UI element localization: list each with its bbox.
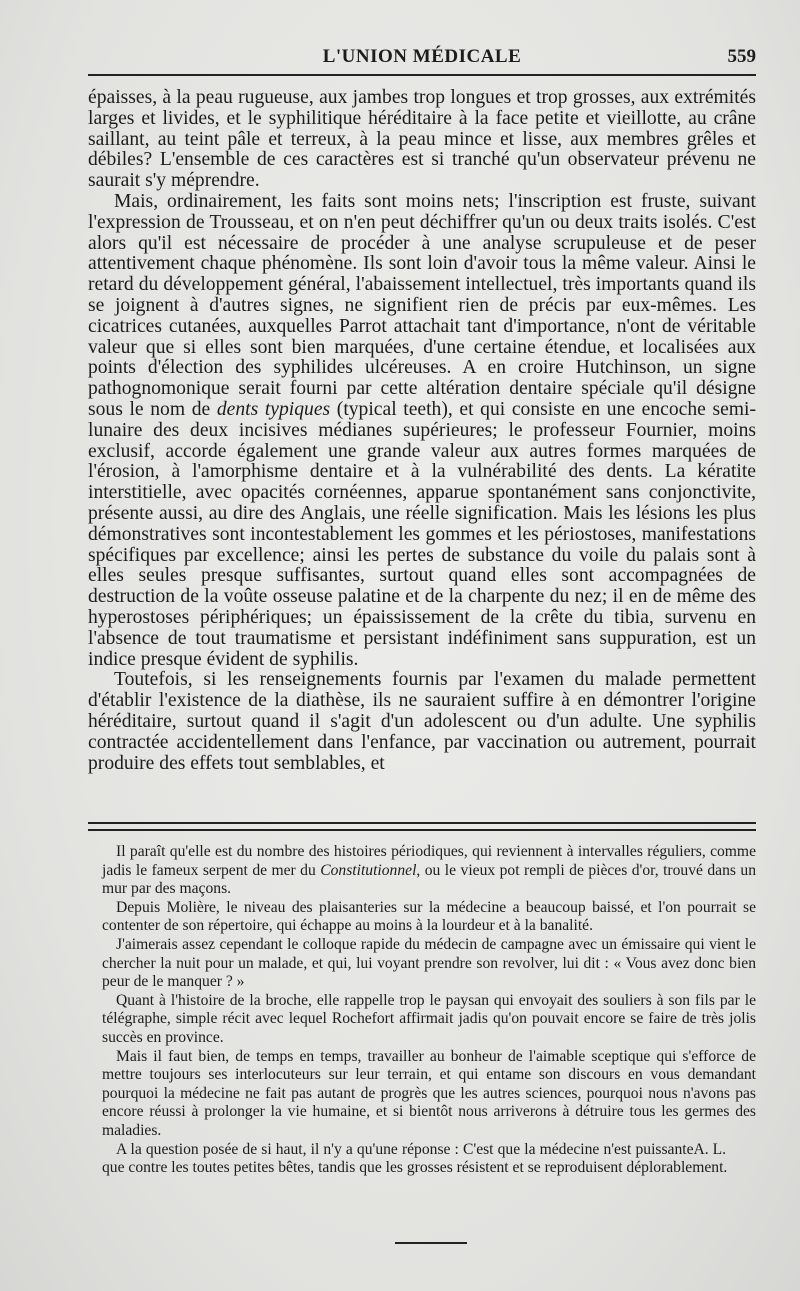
- italic-title: Constitutionnel: [320, 861, 417, 879]
- feuilleton-text: [102, 843, 756, 1178]
- note-text: A la question posée de si haut, il n'y a qu'une réponse : C'est que la médecine n'est puissante que contre les toutes petites bêtes, tandis que les grosses résistent et se reproduisent déplorablement.: [102, 1140, 728, 1177]
- paragraph: [88, 192, 756, 670]
- main-text: [88, 88, 756, 774]
- paragraph-text: Mais, ordinairement, les faits sont moins nets; l'inscription est fruste, suivant l'expression de Trousseau, et on n'en peut déchiffrer qu'un ou deux traits isolés. C'est alors qu'il est nécessaire de procéder à une analyse scrupuleuse et de peser attentivement chaque phénomène. Ils sont loin d'avoir tous la même valeur. Ainsi le retard du développement général, l'abaissement intellectuel, très importants quand ils se joignent à d'autres signes, ne signifient rien de précis par eux-mêmes. Les cicatrices cutanées, auxquelles Parrot attachait tant d'importance, n'ont de véritable valeur que si elles sont bien marquées, d'une certaine étendue, et localisées aux points d'élection des syphilides ulcéreuses. A en croire Hutchinson, un signe pathognomonique serait fourni par cette altération dentaire spéciale qu'il désigne sous le nom de: [88, 190, 756, 420]
- header-rule: [88, 74, 756, 76]
- note-paragraph: J'aimerais assez cependant le colloque rapide du médecin de campagne avec un émissaire qui vient le chercher la nuit pour un malade, et qui, lui voyant prendre son revolver, lui dit : « Vous avez donc bien peur de le manquer ? »: [102, 935, 756, 991]
- note-paragraph: [102, 843, 756, 899]
- paragraph: [88, 88, 756, 192]
- page-number: 559: [727, 46, 756, 67]
- note-paragraph: [102, 1141, 756, 1178]
- note-text: , ou le vieux pot rempli de pièces d'or, trouvé dans un mur par des maçons.: [102, 861, 756, 898]
- note-paragraph: Quant à l'histoire de la broche, elle rappelle trop le paysan qui envoyait des souliers à son fils par le télégraphe, simple récit avec lequel Rochefort affirmait jadis qu'on pouvait encore se faire de très jolis succès en province.: [102, 991, 756, 1046]
- end-rule: [395, 1242, 467, 1244]
- journal-title: L'UNION MÉDICALE: [322, 46, 522, 67]
- running-header: [88, 44, 756, 74]
- note-paragraph: Depuis Molière, le niveau des plaisanteries sur la médecine a beaucoup baissé, et l'on pourrait se contenter de son répertoire, qui échappe au moins à la lourdeur et à la banalité.: [102, 898, 756, 935]
- italic-term: dents typiques: [216, 398, 331, 420]
- section-divider: [88, 822, 756, 831]
- note-text: Il paraît qu'elle est du nombre des histoires périodiques, qui reviennent à intervalles réguliers, comme jadis le fameux serpent de mer du: [102, 843, 756, 879]
- signature: A. L.: [693, 1140, 726, 1158]
- paragraph: [88, 670, 756, 774]
- note-paragraph: Mais il faut bien, de temps en temps, travailler au bonheur de l'aimable sceptique qui s'efforce de mettre toujours ses interlocuteurs sur leur terrain, et qui entame son discours en vous demandant pourquoi la médecine ne fait pas autant de progrès que les autres sciences, pourquoi nous n'avons pas encore réussi à prolonger la vie humaine, et si bientôt nous arriverons à détruire tous les germes des maladies.: [102, 1047, 756, 1139]
- paragraph-text: (typical teeth), et qui consiste en une encoche semi-lunaire des deux incisives médianes supérieures; le professeur Fournier, moins exclusif, accorde également une grande valeur aux autres formes marquées de l'érosion, à l'amorphisme dentaire et à la vulnérabilité des dents. La kératite interstitielle, avec opacités cornéennes, apparue spontanément sans conjonctivite, présente aussi, au dire des Anglais, une réelle signification. Mais les lésions les plus démonstratives sont incontestablement les gommes et les périostoses, manifestations spécifiques par excellence; ainsi les pertes de substance du voile du palais sont à elles seules presque suffisantes, surtout quand elles sont accompagnées de destruction de la voûte osseuse palatine et de la charpente du nez; il en de même des hyperostoses périphériques; un épaississement de la crête du tibia, survenu en l'absence de tout traumatisme et persistant indéfiniment sans suppuration, est un indice presque évident de syphilis.: [88, 398, 757, 670]
- paragraph-text: Toutefois, si les renseignements fournis par l'examen du malade permettent d'établir l'existence de la diathèse, ils ne sauraient suffire à en démontrer l'origine héréditaire, surtout quand il s'agit d'un adolescent ou d'un adulte. Une syphilis contractée accidentellement dans l'enfance, par vaccination ou autrement, pourrait produire des effets tout semblables, et: [88, 669, 756, 774]
- paragraph-text: épaisses, à la peau rugueuse, aux jambes trop longues et trop grosses, aux extrémités larges et livides, et le syphilitique héréditaire à la face petite et vieillotte, au crâne saillant, au teint pâle et terreux, à la peau mince et lisse, aux membres grêles et débiles? L'ensemble de ces caractères est si tranché qu'un observateur prévenu ne saurait s'y méprendre.: [88, 87, 756, 192]
